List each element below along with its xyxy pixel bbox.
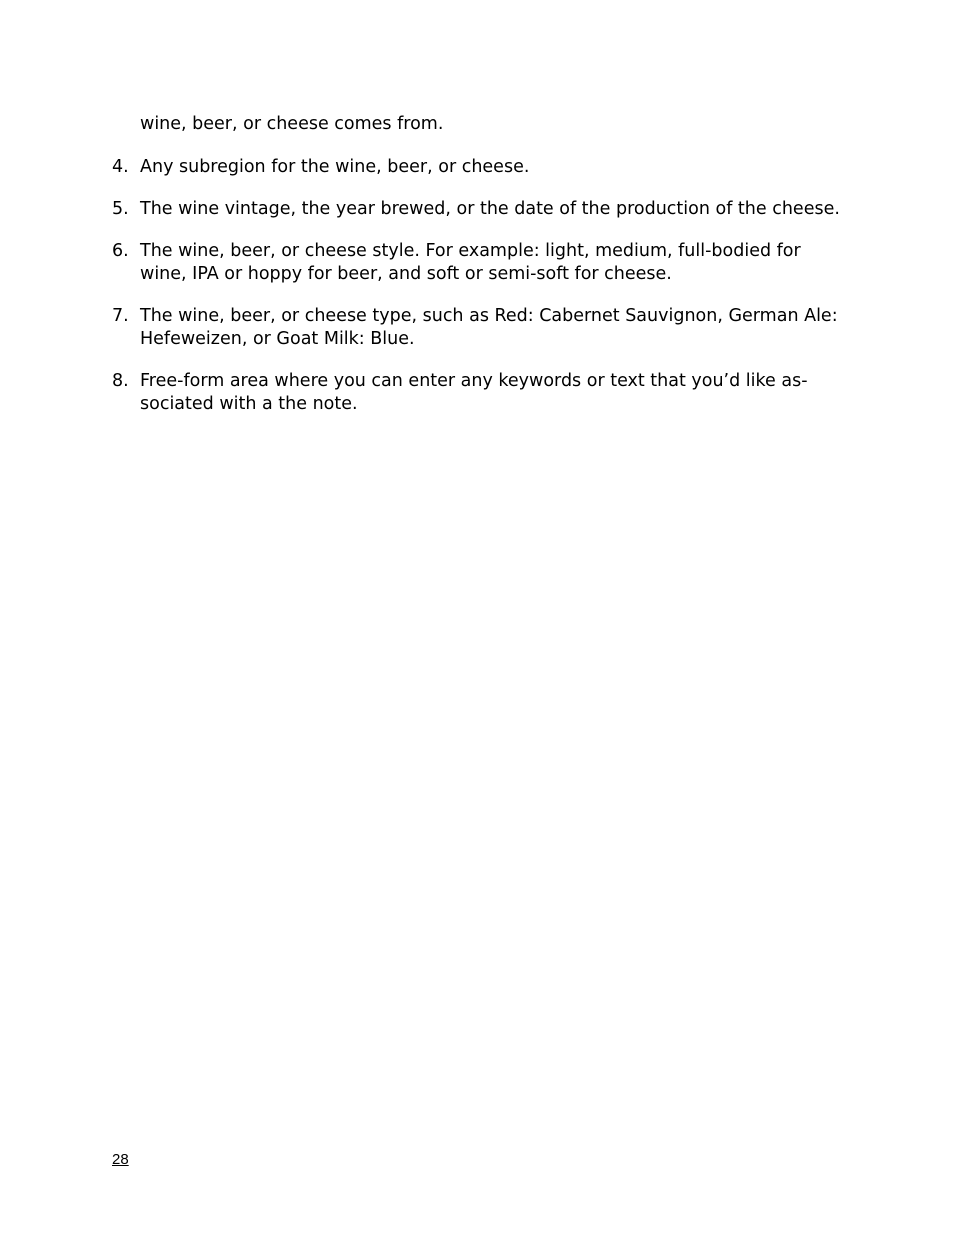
list-item-text: The wine vintage, the year brewed, or the date of the production of the cheese.: [140, 199, 840, 219]
continuation-text: wine, beer, or cheese comes from.: [140, 114, 444, 134]
list-item-number: 5.: [112, 199, 129, 219]
list-item-number: 6.: [112, 241, 129, 261]
list-item: [112, 370, 852, 416]
page-number: 28: [112, 1151, 129, 1168]
list-item: [112, 240, 852, 286]
list-item-number: 8.: [112, 371, 129, 391]
list-item: [112, 156, 852, 179]
list-item-text: The wine, beer, or cheese style. For example: light, medium, full-bodied for wine, IPA or hoppy for beer, and soft or semi-soft for cheese.: [140, 241, 801, 284]
list-item-number: 7.: [112, 306, 129, 326]
list-item: [112, 198, 852, 221]
numbered-list: [112, 156, 852, 435]
list-item-text: The wine, beer, or cheese type, such as Red: Cabernet Sauvignon, German Ale: Hefeweizen, or Goat Milk: Blue.: [140, 306, 838, 349]
list-item-text: Free-form area where you can enter any keywords or text that you’d like as-sociated with a the note.: [140, 371, 808, 414]
list-item: [112, 305, 852, 351]
list-item-number: 4.: [112, 157, 129, 177]
list-item-text: Any subregion for the wine, beer, or cheese.: [140, 157, 530, 177]
